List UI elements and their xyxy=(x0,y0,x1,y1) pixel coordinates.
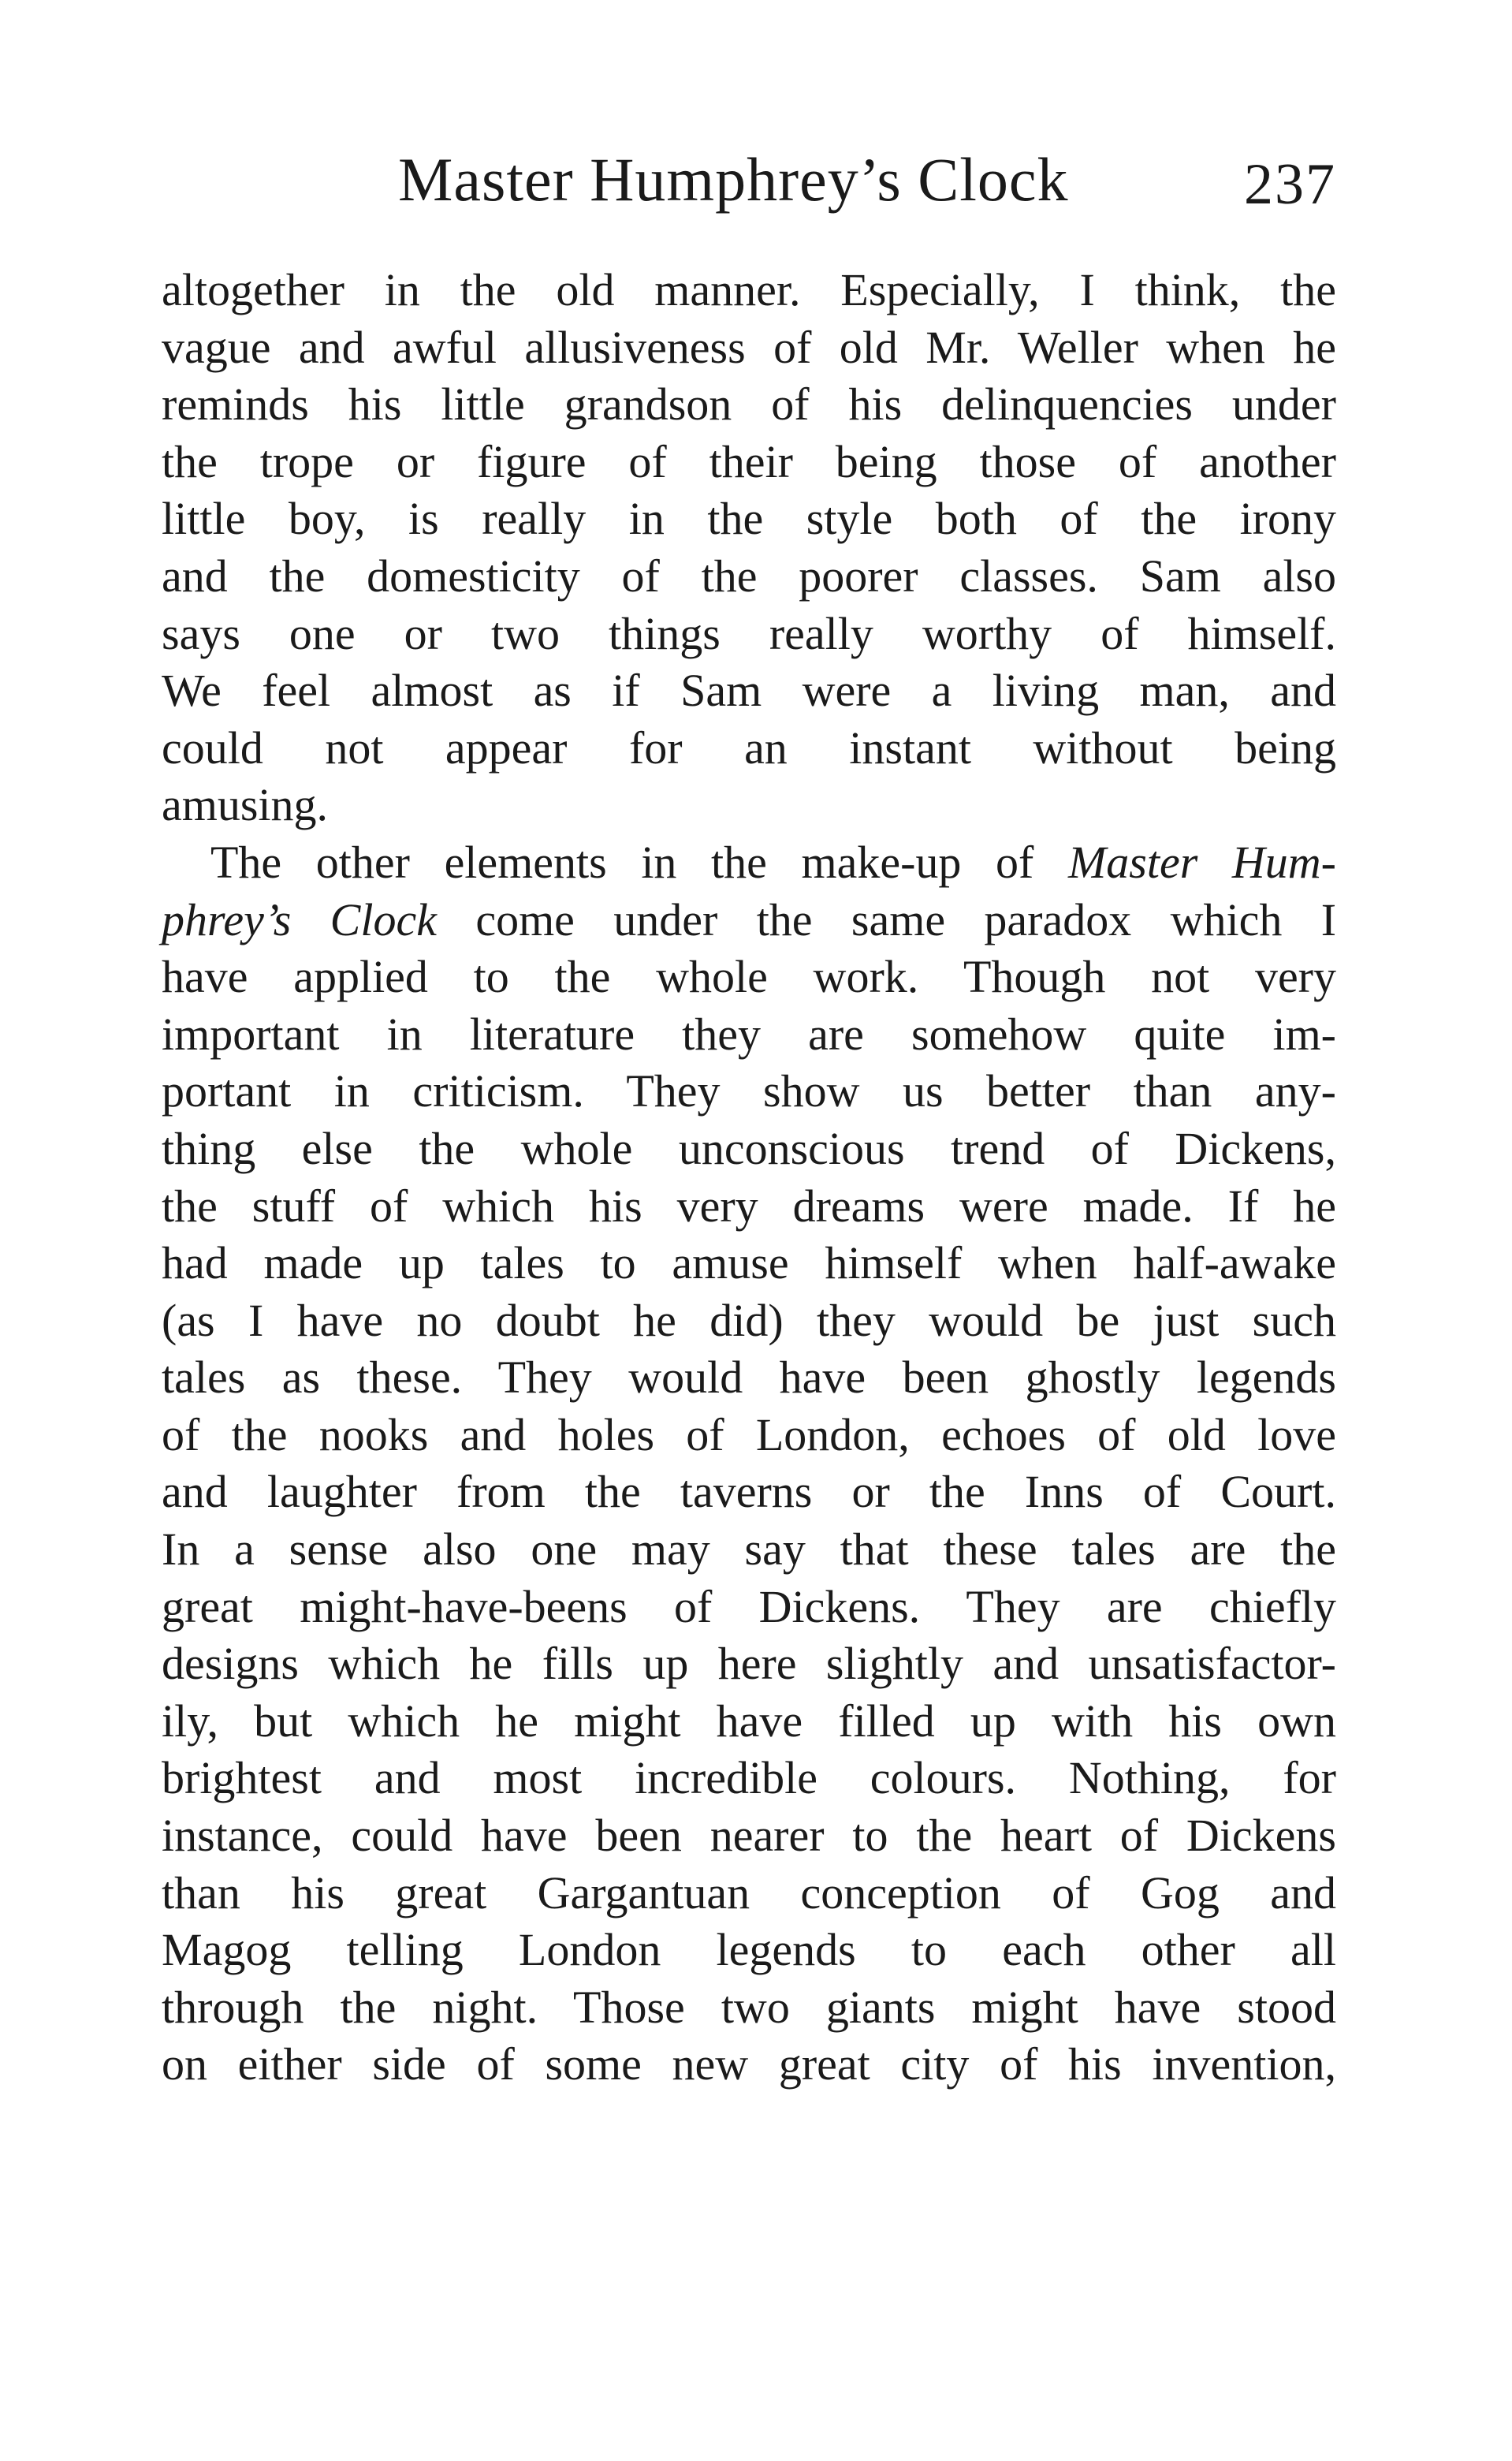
text-line: vague and awful allusiveness of old Mr. Weller when he xyxy=(162,321,1336,373)
book-title-italic: Master Hum- xyxy=(1067,836,1336,888)
text-line: designs which he fills up here slightly and unsatisfactor- xyxy=(162,1638,1336,1690)
text-run: The other elements in the make-up of xyxy=(210,836,1068,888)
text-line xyxy=(162,892,1336,949)
running-title: Master Humphrey’s Clock xyxy=(398,145,1069,214)
text-line: great might-have-beens of Dickens. They are chiefly xyxy=(162,1580,1336,1632)
text-line: important in literature they are somehow quite im- xyxy=(162,1008,1336,1060)
text-line: than his great Gargantuan conception of Gog and xyxy=(162,1866,1336,1918)
text-line: reminds his little grandson of his delinquencies under xyxy=(162,378,1336,431)
text-line: In a sense also one may say that these tales are the xyxy=(162,1523,1336,1575)
page-number: 237 xyxy=(1244,152,1336,217)
book-title-italic: phrey’s Clock xyxy=(162,893,437,945)
text-line: ily, but which he might have filled up with his own xyxy=(162,1695,1336,1747)
text-line: We feel almost as if Sam were a living man, and xyxy=(162,665,1336,717)
text-line: have applied to the whole work. Though not very xyxy=(162,951,1336,1003)
text-line: on either side of some new great city of his invention, xyxy=(162,2038,1336,2090)
text-line: altogether in the old manner. Especially, I think, the xyxy=(162,264,1336,315)
text-line: brightest and most incredible colours. Nothing, for xyxy=(162,1752,1336,1804)
text-line: of the nooks and holes of London, echoes of old love xyxy=(162,1408,1336,1460)
text-line xyxy=(162,834,1336,892)
text-run: come under the same paradox which I xyxy=(436,893,1337,945)
text-line: and laughter from the taverns or the Inns of Court. xyxy=(162,1466,1336,1518)
text-line: little boy, is really in the style both of the irony xyxy=(162,493,1336,545)
text-line: through the night. Those two giants might have stood xyxy=(162,1981,1336,2033)
text-line: the stuff of which his very dreams were made. If he xyxy=(162,1180,1336,1232)
paragraph-1 xyxy=(162,262,1336,834)
running-head xyxy=(162,140,1336,219)
text-line: Magog telling London legends to each other all xyxy=(162,1924,1336,1976)
text-line: amusing. xyxy=(162,779,329,831)
text-line: says one or two things really worthy of himself. xyxy=(162,607,1336,659)
text-line: could not appear for an instant without being xyxy=(162,722,1336,774)
text-line: the trope or figure of their being those of another xyxy=(162,435,1336,487)
text-line: (as I have no doubt he did) they would be just such xyxy=(162,1294,1336,1346)
text-line: and the domesticity of the poorer classes. Sam also xyxy=(162,550,1336,602)
text-line: instance, could have been nearer to the heart of Dickens xyxy=(162,1810,1336,1862)
paragraph-2 xyxy=(162,834,1336,2094)
text-line: thing else the whole unconscious trend of Dickens, xyxy=(162,1122,1336,1174)
text-line: tales as these. They would have been ghostly legends xyxy=(162,1352,1336,1404)
text-line: portant in criticism. They show us better than any- xyxy=(162,1065,1336,1117)
text-line: had made up tales to amuse himself when half-awake xyxy=(162,1237,1336,1289)
body-text xyxy=(162,262,1336,2094)
